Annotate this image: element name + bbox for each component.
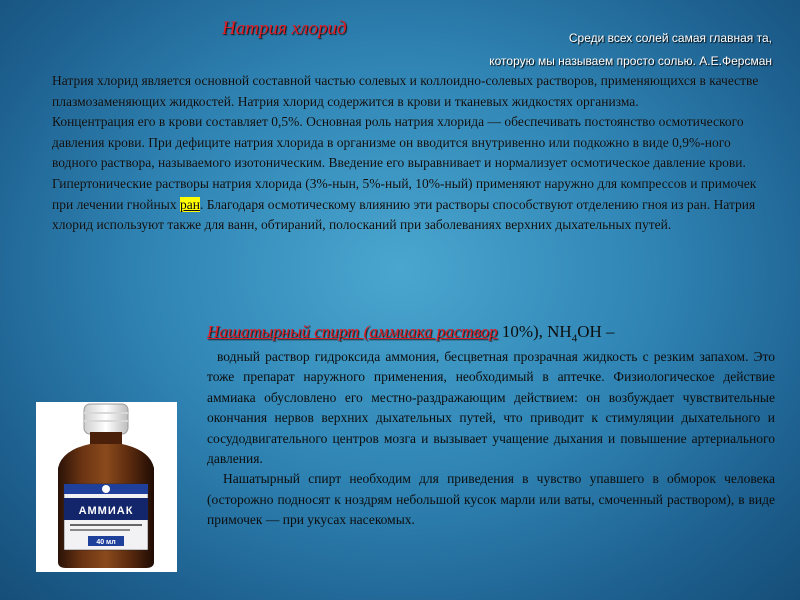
paragraph-intro: Натрия хлорид является основной составной частью солевых и коллоидно-солевых растворов, применяющихся в качестве плазмозаменяющих жидкостей. Натрия хлорид содержится в крови и тканевых жидкостях организма. bbox=[52, 73, 759, 109]
epigraph-quote bbox=[400, 27, 772, 73]
epigraph-line-1: Среди всех солей самая главная та, bbox=[568, 31, 772, 45]
ammonia-paragraph-description: водный раствор гидроксида аммония, бесцветная прозрачная жидкость с резким запахом. Это тоже препарат наружного применения, необходимый в аптечке. Физиологическое действие аммиака обусловлено его местно-раздражающим действием: он возбуждает чувствительные окончания нервов верхних дыхательных путей, что приводит к стимуляции дыхательного и сосудодвигательного центров мозга и вызывает учащение дыхания и повышение артериального давления. bbox=[207, 349, 775, 467]
ammonia-heading-formula: 10%), NH bbox=[497, 322, 572, 341]
epigraph-line-2: которую мы называем просто солью. А.Е.Ферсман bbox=[489, 54, 772, 68]
bottle-icon bbox=[36, 402, 177, 572]
ammonia-heading bbox=[207, 322, 777, 344]
paragraph-hypertonic bbox=[52, 174, 774, 236]
bottle-label-brand: АММИАК bbox=[78, 505, 134, 517]
ammonia-section bbox=[207, 347, 775, 531]
formula-subscript: 4 bbox=[571, 332, 578, 345]
slide-title: Натрия хлорид bbox=[222, 18, 347, 39]
ammonia-paragraph-usage: Нашатырный спирт необходим для приведения в чувство упавшего в обморок человека (осторожно подносят к ноздрям небольшой кусок марли или ваты, смоченный раствором), в виде примочек — при укусах насекомых. bbox=[207, 471, 775, 528]
highlighted-word-link[interactable]: ран bbox=[179, 196, 200, 212]
hypertonic-text-end: . Благодаря осмотическому влиянию эти растворы способствуют отделению гноя из ран. Натрия хлорид используют также для ванн, обтираний, полосканий при заболеваниях верхних дыхательных путей. bbox=[52, 196, 756, 233]
paragraph-concentration: Концентрация его в крови составляет 0,5%. Основная роль натрия хлорида — обеспечивать постоянство осмотического давления крови. При дефиците натрия хлорида в организме он вводится внутривенно или подкожно в виде 0,9%-ного водного раствора, называемого изотоническим. Введение его выравнивает и нормализует осмотическое давление крови. bbox=[52, 114, 746, 171]
bottle-label-volume: 40 мл bbox=[96, 539, 116, 546]
formula-end: OH – bbox=[577, 322, 615, 341]
hypertonic-text-start: Гипертонические растворы натрия хлорида (3%-нын, 5%-ный, 10%-ный) применяют наружно для компрессов и примочек при лечении гнойных bbox=[52, 175, 757, 212]
ammonia-bottle-image bbox=[36, 402, 177, 572]
ammonia-heading-title: Нашатырный спирт (аммиака раствор bbox=[207, 322, 498, 341]
sodium-chloride-section bbox=[52, 71, 774, 236]
